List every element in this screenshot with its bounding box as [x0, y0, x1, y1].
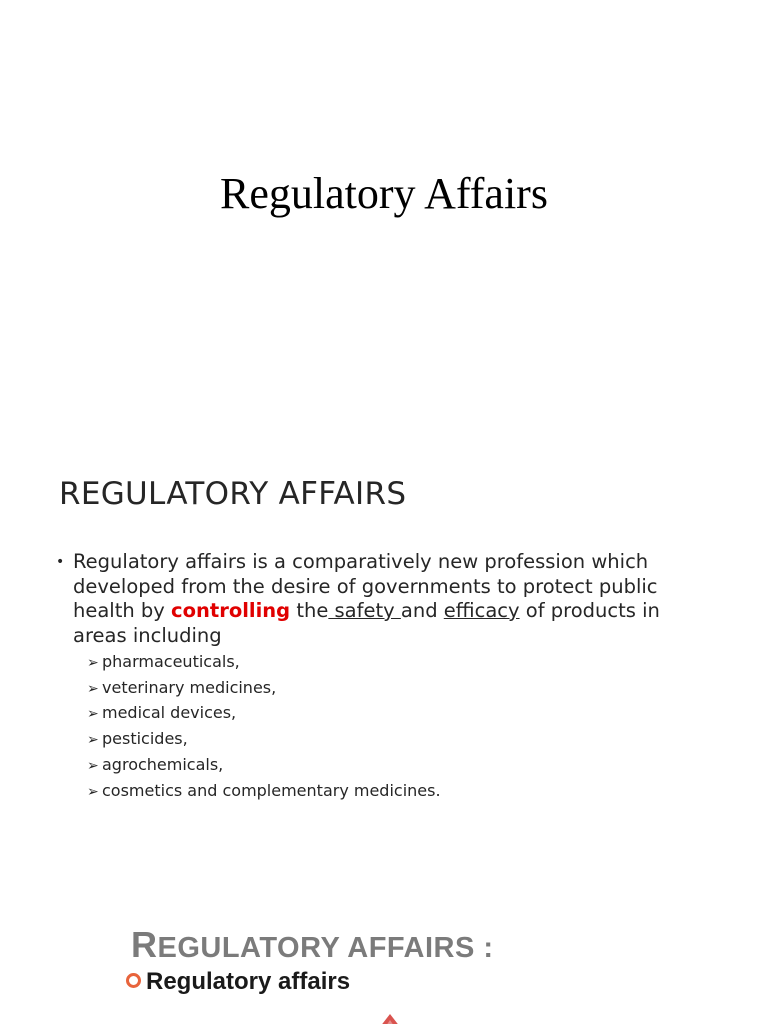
slide-3-bullet [126, 968, 350, 996]
bullet-text-part2: the [290, 599, 329, 622]
ring-bullet-icon [126, 973, 141, 988]
bullet-text-part4: of products in areas including [73, 599, 660, 647]
slide-2-title: REGULATORY AFFAIRS [59, 476, 407, 512]
list-item-label: agrochemicals, [102, 754, 224, 774]
main-bullet-text [73, 550, 696, 648]
arrow-bullet-icon: ➢ [87, 757, 99, 774]
slide-3-title-cap: R [131, 924, 158, 965]
slide-3 [0, 864, 768, 1024]
slide-1 [0, 0, 768, 430]
slide-3-title [131, 924, 494, 966]
arrow-bullet-icon: ➢ [87, 706, 99, 723]
bullet-text-part3: and [400, 599, 444, 622]
list-item-label: medical devices, [102, 703, 237, 723]
bullet-dot-icon: • [56, 554, 65, 570]
underlined-efficacy: efficacy [443, 599, 520, 622]
list-item-label: cosmetics and complementary medicines. [102, 780, 441, 800]
highlight-controlling: controlling [171, 599, 291, 622]
slide-2 [0, 432, 768, 862]
list-item [87, 701, 441, 727]
slide-3-title-rest: EGULATORY AFFAIRS : [157, 932, 494, 964]
arrow-bullet-icon: ➢ [87, 732, 99, 749]
list-item [87, 753, 441, 779]
list-item-label: veterinary medicines, [102, 677, 277, 697]
arrow-bullet-icon: ➢ [87, 655, 99, 671]
list-item-label: pesticides, [102, 729, 188, 749]
red-arrow-shape-icon [360, 1012, 420, 1024]
list-item-label: pharmaceuticals, [102, 652, 240, 671]
slide-1-title: Regulatory Affairs [220, 169, 548, 218]
bullet-text-part1: Regulatory affairs is a comparatively new profession which developed from the desire of governments to protect public health by [73, 550, 658, 622]
main-bullet [56, 550, 696, 648]
list-item [87, 676, 441, 702]
list-item [87, 727, 441, 753]
slide-3-bullet-label: Regulatory affairs [146, 968, 351, 995]
list-item [87, 650, 441, 676]
list-item [87, 779, 441, 805]
arrow-bullet-icon: ➢ [87, 783, 99, 800]
sub-bullet-list [87, 650, 441, 804]
underlined-safety: safety [328, 599, 401, 622]
arrow-bullet-icon: ➢ [87, 680, 99, 697]
